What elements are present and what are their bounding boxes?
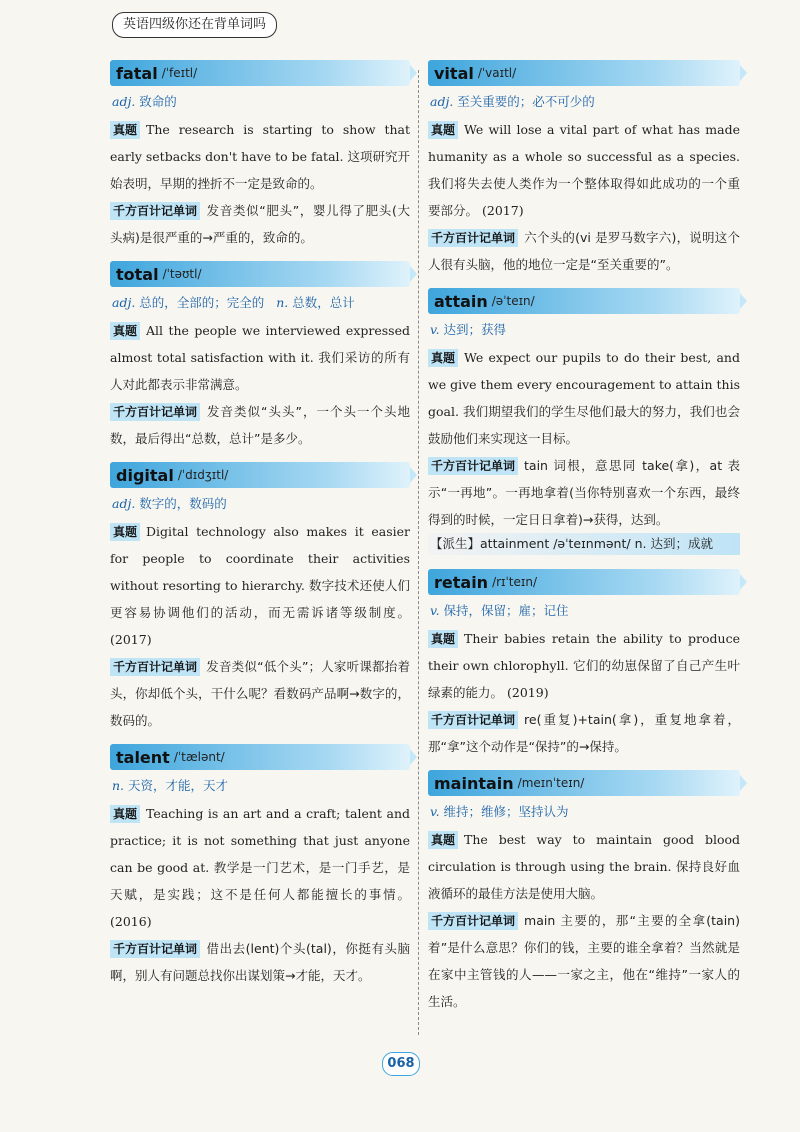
exam-tag: 真题 xyxy=(110,805,140,823)
memory-tag: 千方百计记单词 xyxy=(110,658,200,676)
exam-tag: 真题 xyxy=(110,322,140,340)
exam-sentence xyxy=(428,625,740,706)
memory-tip xyxy=(110,653,410,734)
exam-zh: 我们采访的所有人对此都表示非常满意。 xyxy=(110,350,410,392)
pos-abbr: v. xyxy=(430,804,440,819)
derive-tag: 【派生】 xyxy=(430,536,481,551)
memory-tag: 千方百计记单词 xyxy=(428,912,518,930)
exam-sentence xyxy=(110,800,410,935)
pos-abbr: adj. xyxy=(112,295,136,310)
pos-abbr: adj. xyxy=(112,94,136,109)
memory-tag: 千方百计记单词 xyxy=(428,229,518,247)
headword: retain xyxy=(434,572,489,592)
headword-bar xyxy=(428,770,740,796)
memory-tip xyxy=(428,224,740,278)
phonetic: /ˈvaɪtl/ xyxy=(477,66,517,80)
exam-sentence xyxy=(428,344,740,452)
memory-tag: 千方百计记单词 xyxy=(110,940,200,958)
exam-en: Digital technology also makes it easier for people to coordinate their activities without resorting to hierarchy. xyxy=(110,524,410,593)
exam-sentence xyxy=(110,317,410,398)
memory-text: 借出去(lent)个头(tal)，你挺有头脑啊，别人有问题总找你出谋划策→才能，天才。 xyxy=(110,941,410,983)
part-of-speech xyxy=(430,92,740,110)
column-divider xyxy=(418,70,419,1035)
derivative-line xyxy=(428,533,740,555)
word-entry-attain xyxy=(428,288,740,555)
exam-en: We expect our pupils to do their best, and we give them every encouragement to attain this goal. xyxy=(428,350,740,419)
exam-zh: 我们期望我们的学生尽他们最大的努力，我们也会鼓励他们来实现这一目标。 xyxy=(428,404,740,446)
headword: vital xyxy=(434,63,474,83)
headword: total xyxy=(116,264,159,284)
exam-tag: 真题 xyxy=(428,349,458,367)
word-entry-talent xyxy=(110,744,410,989)
exam-sentence xyxy=(110,116,410,197)
headword: talent xyxy=(116,747,170,767)
exam-zh: 数字技术还使人们更容易协调他们的活动，而无需诉诸等级制度。 xyxy=(110,578,410,620)
pos-abbr: n. xyxy=(112,778,125,793)
memory-text: 发音类似“低个头”；人家听课都抬着头，你却低个头，干什么呢？看数码产品啊→数字的，数码的。 xyxy=(110,659,410,728)
pos-meaning: 达到；获得 xyxy=(443,322,507,337)
phonetic: /ˈfeɪtl/ xyxy=(161,66,198,80)
exam-tag: 真题 xyxy=(428,121,458,139)
exam-sentence xyxy=(428,116,740,224)
headword: digital xyxy=(116,465,174,485)
pos-meaning: 总的，全部的；完全的 xyxy=(139,295,265,310)
pos-abbr-2: n. xyxy=(276,295,289,310)
exam-tag: 真题 xyxy=(110,121,140,139)
right-column xyxy=(428,60,740,1025)
exam-zh: 教学是一门艺术，是一门手艺，是天赋，是实践；这不是任何人都能擅长的事情。 xyxy=(110,860,411,902)
pos-meaning: 致命的 xyxy=(139,94,177,109)
part-of-speech xyxy=(112,776,410,794)
memory-tip xyxy=(110,935,410,989)
exam-year: (2019) xyxy=(507,685,549,700)
memory-text: main 主要的，那“主要的全拿(tain)着”是什么意思？你们的钱，主要的谁全拿着？当然就是在家中主管钱的人——一家之主，他在“维持”一家人的生活。 xyxy=(428,913,740,1009)
memory-text: re(重复)+tain(拿)，重复地拿着，那“拿”这个动作是“保持”的→保持。 xyxy=(428,712,740,754)
exam-sentence xyxy=(110,518,410,653)
memory-text: 发音类似“头头”，一个头一个头地数，最后得出“总数，总计”是多少。 xyxy=(110,404,410,446)
exam-year: (2017) xyxy=(110,632,152,647)
memory-text: 六个头的(vi 是罗马数字六)，说明这个人很有头脑，他的地位一定是“至关重要的”。 xyxy=(428,230,740,272)
exam-zh: 我们将失去使人类作为一个整体取得如此成功的一个重要部分。 xyxy=(428,176,740,218)
phonetic: /ˈdɪdʒɪtl/ xyxy=(177,468,229,482)
headword: attain xyxy=(434,291,488,311)
exam-zh: 保持良好血液循环的最佳方法是使用大脑。 xyxy=(428,859,740,901)
word-entry-maintain xyxy=(428,770,740,1015)
word-entry-vital xyxy=(428,60,740,278)
memory-tip xyxy=(428,907,740,1015)
pos-abbr: v. xyxy=(430,603,440,618)
headword-bar xyxy=(428,60,740,86)
memory-tag: 千方百计记单词 xyxy=(428,711,518,729)
part-of-speech xyxy=(430,601,740,619)
pos-meaning: 保持，保留；雇；记住 xyxy=(443,603,569,618)
word-entry-fatal xyxy=(110,60,410,251)
exam-en: We will lose a vital part of what has made humanity as a whole so successful as a species. xyxy=(428,122,740,164)
part-of-speech xyxy=(112,92,410,110)
pos-abbr: adj. xyxy=(430,94,454,109)
exam-zh: 这项研究开始表明，早期的挫折不一定是致命的。 xyxy=(110,149,410,191)
memory-text: tain 词根，意思同 take(拿)，at 表示“一再地”。一再地拿着(当你特别喜欢一个东西，最终得到的时候，一定日日拿着)→获得，达到。 xyxy=(428,458,740,527)
pos-meaning: 天资，才能，天才 xyxy=(128,778,229,793)
memory-tag: 千方百计记单词 xyxy=(110,403,200,421)
memory-tag: 千方百计记单词 xyxy=(110,202,200,220)
phonetic: /ˈtælənt/ xyxy=(173,750,225,764)
phonetic: /rɪˈteɪn/ xyxy=(492,575,537,589)
word-entry-digital xyxy=(110,462,410,734)
pos-meaning: 数字的，数码的 xyxy=(139,496,227,511)
part-of-speech xyxy=(112,293,410,311)
headword-bar xyxy=(428,288,740,314)
word-entry-total xyxy=(110,261,410,452)
part-of-speech xyxy=(430,320,740,338)
phonetic: /meɪnˈteɪn/ xyxy=(517,776,585,790)
part-of-speech xyxy=(112,494,410,512)
page-number: 068 xyxy=(382,1052,420,1076)
memory-tip xyxy=(428,706,740,760)
headword: fatal xyxy=(116,63,158,83)
exam-en: The research is starting to show that early setbacks don't have to be fatal. xyxy=(110,122,410,164)
pos-meaning-2: 总数，总计 xyxy=(292,295,355,310)
exam-tag: 真题 xyxy=(110,523,140,541)
exam-en: The best way to maintain good blood circulation is through using the brain. xyxy=(428,832,740,874)
headword: maintain xyxy=(434,773,514,793)
derive-text: attainment /əˈteɪnmənt/ n. 达到；成就 xyxy=(480,536,713,551)
pos-meaning: 维持；维修；坚持认为 xyxy=(443,804,569,819)
pos-meaning: 至关重要的；必不可少的 xyxy=(457,94,595,109)
memory-text: 发音类似“肥头”，婴儿得了肥头(大头病)是很严重的→严重的，致命的。 xyxy=(110,203,410,245)
exam-year: (2017) xyxy=(482,203,524,218)
book-title-tag: 英语四级你还在背单词吗 xyxy=(112,12,277,38)
exam-en: Teaching is an art and a craft; talent and practice; it is not something that just anyone can be good at. xyxy=(110,806,410,875)
memory-tip xyxy=(110,398,410,452)
headword-bar xyxy=(110,60,410,86)
headword-bar xyxy=(428,569,740,595)
exam-sentence xyxy=(428,826,740,907)
memory-tag: 千方百计记单词 xyxy=(428,457,518,475)
part-of-speech xyxy=(430,802,740,820)
exam-tag: 真题 xyxy=(428,630,458,648)
exam-zh: 它们的幼崽保留了自己产生叶绿素的能力。 xyxy=(428,658,740,700)
exam-en: All the people we interviewed expressed almost total satisfaction with it. xyxy=(110,323,410,365)
pos-abbr: v. xyxy=(430,322,440,337)
phonetic: /ˈtəʊtl/ xyxy=(162,267,202,281)
headword-bar xyxy=(110,261,410,287)
phonetic: /əˈteɪn/ xyxy=(491,294,535,308)
word-entry-retain xyxy=(428,569,740,760)
memory-tip xyxy=(110,197,410,251)
pos-abbr: adj. xyxy=(112,496,136,511)
exam-en: Their babies retain the ability to produce their own chlorophyll. xyxy=(428,631,740,673)
exam-year: (2016) xyxy=(110,914,152,929)
exam-tag: 真题 xyxy=(428,831,458,849)
left-column xyxy=(110,60,410,999)
headword-bar xyxy=(110,462,410,488)
headword-bar xyxy=(110,744,410,770)
memory-tip xyxy=(428,452,740,533)
